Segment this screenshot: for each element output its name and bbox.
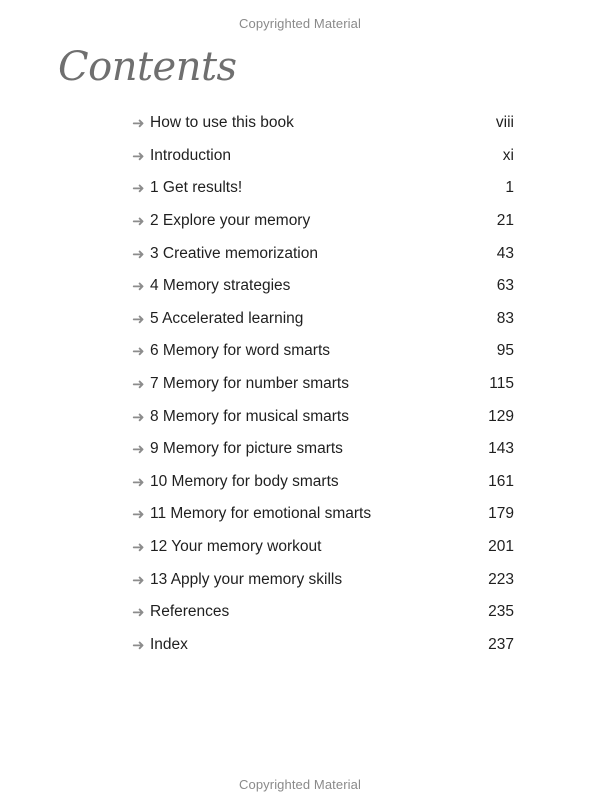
- arrow-right-icon: ➜: [132, 180, 145, 198]
- page-title: Contents: [58, 44, 237, 90]
- toc-entry[interactable]: [132, 368, 514, 401]
- toc-entry[interactable]: [132, 498, 514, 531]
- toc-entry-label: 2 Explore your memory: [150, 212, 311, 230]
- toc-entry[interactable]: [132, 172, 514, 205]
- arrow-right-icon: ➜: [132, 278, 145, 296]
- toc-entry[interactable]: [132, 466, 514, 499]
- toc-entry-label: 3 Creative memorization: [150, 244, 318, 262]
- toc-entry[interactable]: [132, 107, 514, 140]
- toc-entry[interactable]: [132, 335, 514, 368]
- arrow-right-icon: ➜: [132, 441, 145, 459]
- arrow-right-icon: ➜: [132, 571, 145, 589]
- toc-entry-label: 1 Get results!: [150, 179, 243, 197]
- watermark-top: Copyrighted Material: [239, 16, 361, 31]
- table-of-contents: [132, 107, 514, 661]
- toc-entry-label: 10 Memory for body smarts: [150, 472, 339, 490]
- toc-entry-page: 1: [505, 179, 514, 197]
- toc-entry-label: 11 Memory for emotional smarts: [150, 505, 372, 523]
- toc-entry-label: Index: [150, 635, 188, 653]
- toc-entry-label: 5 Accelerated learning: [150, 309, 304, 327]
- arrow-right-icon: ➜: [132, 115, 145, 133]
- arrow-right-icon: ➜: [132, 213, 145, 231]
- toc-entry-page: 161: [488, 472, 514, 490]
- arrow-right-icon: ➜: [132, 147, 145, 165]
- toc-entry-page: 95: [496, 342, 514, 360]
- arrow-right-icon: ➜: [132, 473, 145, 491]
- arrow-right-icon: ➜: [132, 310, 145, 328]
- toc-entry-page: 83: [496, 309, 514, 327]
- toc-entry[interactable]: [132, 629, 514, 662]
- toc-entry[interactable]: [132, 596, 514, 629]
- toc-entry[interactable]: [132, 400, 514, 433]
- toc-entry-label: References: [150, 603, 230, 621]
- toc-entry-label: 8 Memory for musical smarts: [150, 407, 349, 425]
- toc-entry[interactable]: [132, 140, 514, 173]
- arrow-right-icon: ➜: [132, 245, 145, 263]
- toc-entry-page: 129: [488, 407, 514, 425]
- toc-entry[interactable]: [132, 205, 514, 238]
- toc-entry-label: 13 Apply your memory skills: [150, 570, 343, 588]
- arrow-right-icon: ➜: [132, 636, 145, 654]
- toc-entry-label: How to use this book: [150, 114, 294, 132]
- toc-entry-page: 235: [488, 603, 514, 621]
- toc-entry[interactable]: [132, 531, 514, 564]
- toc-entry-page: 223: [488, 570, 514, 588]
- toc-entry-label: 6 Memory for word smarts: [150, 342, 331, 360]
- toc-entry[interactable]: [132, 237, 514, 270]
- toc-entry-label: Introduction: [150, 146, 231, 164]
- toc-entry-label: 12 Your memory workout: [150, 538, 322, 556]
- watermark-bottom: Copyrighted Material: [239, 777, 361, 792]
- toc-entry-page: xi: [502, 146, 514, 164]
- toc-entry[interactable]: [132, 433, 514, 466]
- toc-entry-page: 115: [489, 375, 514, 393]
- arrow-right-icon: ➜: [132, 506, 145, 524]
- toc-entry-label: 9 Memory for picture smarts: [150, 440, 343, 458]
- toc-entry-page: 237: [488, 635, 514, 653]
- toc-entry[interactable]: [132, 303, 514, 336]
- toc-entry-page: 179: [488, 505, 514, 523]
- toc-entry-page: 201: [488, 538, 514, 556]
- toc-entry-page: viii: [495, 114, 514, 132]
- toc-entry-page: 43: [496, 244, 514, 262]
- arrow-right-icon: ➜: [132, 604, 145, 622]
- arrow-right-icon: ➜: [132, 408, 145, 426]
- toc-entry-label: 7 Memory for number smarts: [150, 375, 349, 393]
- arrow-right-icon: ➜: [132, 376, 145, 394]
- arrow-right-icon: ➜: [132, 343, 145, 361]
- toc-entry[interactable]: [132, 270, 514, 303]
- toc-entry[interactable]: [132, 563, 514, 596]
- toc-entry-page: 21: [496, 212, 514, 230]
- arrow-right-icon: ➜: [132, 539, 145, 557]
- toc-entry-label: 4 Memory strategies: [150, 277, 291, 295]
- toc-entry-page: 63: [496, 277, 514, 295]
- toc-entry-page: 143: [488, 440, 514, 458]
